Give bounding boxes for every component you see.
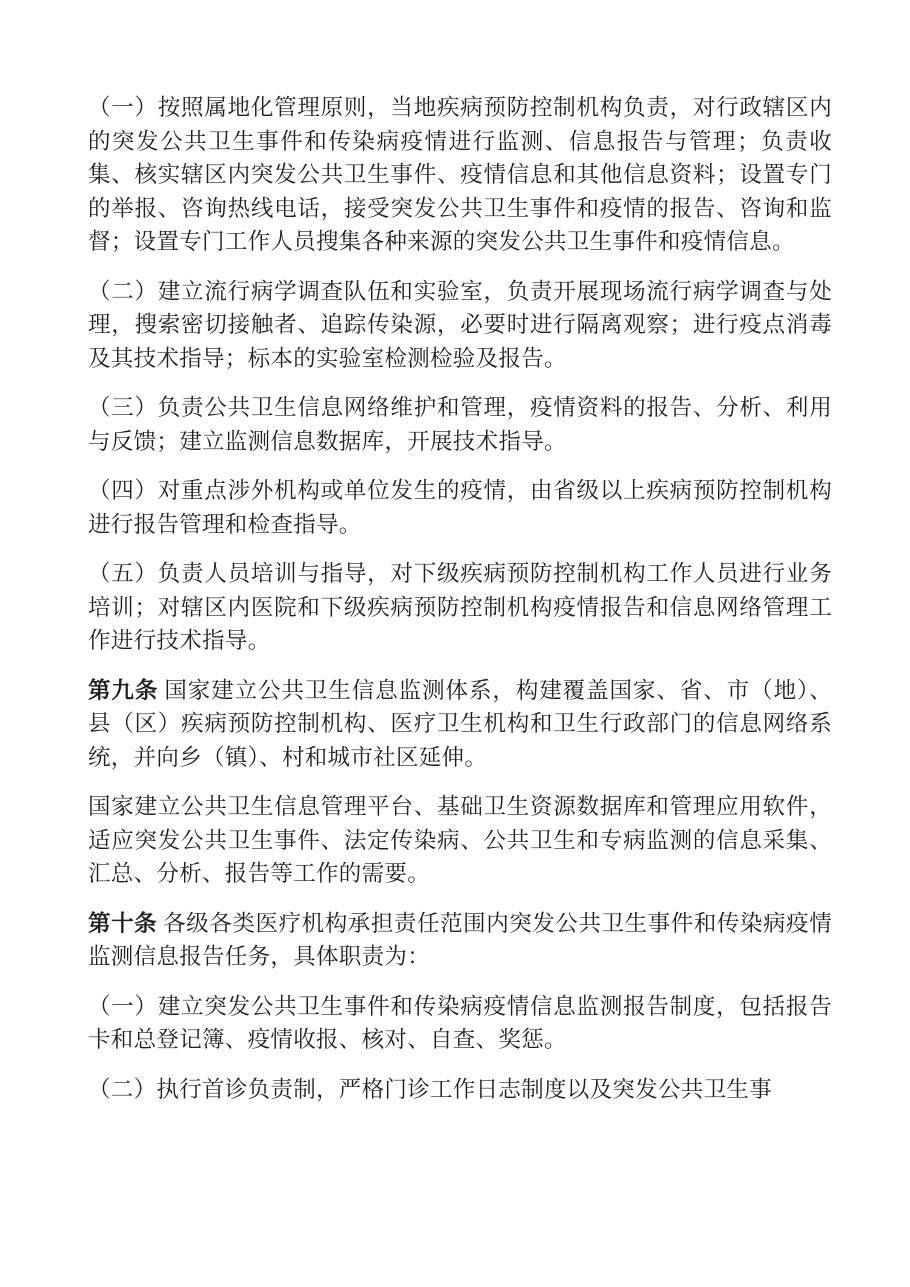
article-10-item-2 xyxy=(88,1074,832,1108)
article-9-paragraph-2 xyxy=(88,791,832,892)
paragraph-text: （二）执行首诊负责制，严格门诊工作日志制度以及突发公共卫生事 xyxy=(88,1076,773,1103)
paragraph-item-2 xyxy=(88,276,832,377)
paragraph-text: 各级各类医疗机构承担责任范围内突发公共卫生事件和传染病疫情监测信息报告任务，具体职责为： xyxy=(88,910,832,970)
paragraph-text: 国家建立公共卫生信息管理平台、基础卫生资源数据库和管理应用软件，适应突发公共卫生事件、法定传染病、公共卫生和专病监测的信息采集、汇总、分析、报告等工作的需要。 xyxy=(88,794,832,887)
article-10-item-1 xyxy=(88,991,832,1058)
document-body xyxy=(88,92,832,1123)
paragraph-text: （一）建立突发公共卫生事件和传染病疫情信息监测报告制度，包括报告卡和总登记簿、疫情收报、核对、自查、奖惩。 xyxy=(88,993,832,1053)
paragraph-text: （五）负责人员培训与指导，对下级疾病预防控制机构工作人员进行业务培训；对辖区内医院和下级疾病预防控制机构疫情报告和信息网络管理工作进行技术指导。 xyxy=(88,561,832,654)
article-heading: 第九条 xyxy=(88,677,159,704)
paragraph-text: （四）对重点涉外机构或单位发生的疫情，由省级以上疾病预防控制机构进行报告管理和检查指导。 xyxy=(88,478,832,538)
article-heading: 第十条 xyxy=(88,910,158,937)
article-10 xyxy=(88,908,832,975)
paragraph-text: （一）按照属地化管理原则，当地疾病预防控制机构负责，对行政辖区内的突发公共卫生事件和传染病疫情进行监测、信息报告与管理；负责收集、核实辖区内突发公共卫生事件、疫情信息和其他信息资料；设置专门的举报、咨询热线电话，接受突发公共卫生事件和疫情的报告、咨询和监督；设置专门工作人员搜集各种来源的突发公共卫生事件和疫情信息。 xyxy=(88,95,832,255)
article-9 xyxy=(88,675,832,776)
paragraph-text: （三）负责公共卫生信息网络维护和管理，疫情资料的报告、分析、利用与反馈；建立监测信息数据库，开展技术指导。 xyxy=(88,395,832,455)
paragraph-item-4 xyxy=(88,475,832,542)
paragraph-text: 国家建立公共卫生信息监测体系，构建覆盖国家、省、市（地）、县（区）疾病预防控制机构、医疗卫生机构和卫生行政部门的信息网络系统，并向乡（镇）、村和城市社区延伸。 xyxy=(88,677,833,771)
paragraph-item-5 xyxy=(88,558,832,659)
paragraph-text: （二）建立流行病学调查队伍和实验室，负责开展现场流行病学调查与处理，搜索密切接触者、追踪传染源，必要时进行隔离观察；进行疫点消毒及其技术指导；标本的实验室检测检验及报告。 xyxy=(88,278,832,372)
paragraph-item-3 xyxy=(88,392,832,459)
paragraph-item-1 xyxy=(88,92,832,260)
